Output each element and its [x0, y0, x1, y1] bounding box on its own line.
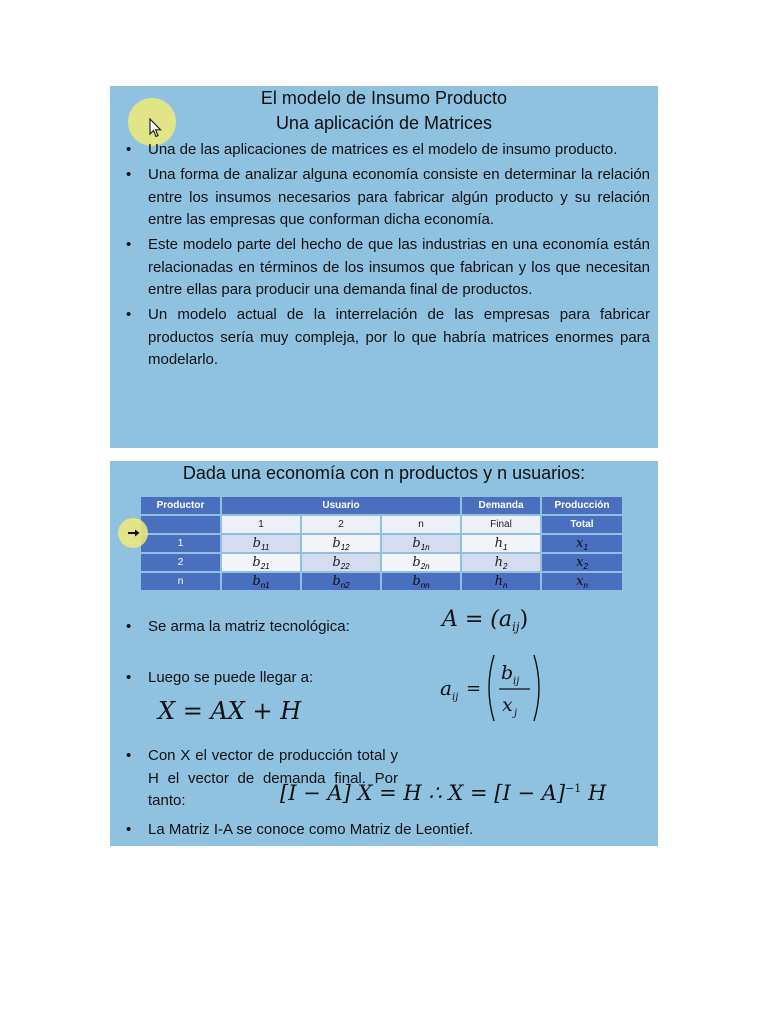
table-cell: $b_{12}$	[302, 535, 380, 552]
header-produccion: Producción	[542, 497, 622, 514]
svg-text:a: a	[440, 676, 452, 700]
header-demanda: Demanda	[462, 497, 540, 514]
input-output-table	[139, 495, 624, 592]
table-cell: $b_{2n}$	[382, 554, 460, 571]
pointer-arrow-icon	[128, 529, 140, 537]
formula-aij-fraction	[438, 651, 548, 725]
table-cell: $b_{n1}$	[222, 573, 300, 590]
table-cell: $x_1$	[542, 535, 622, 552]
subheader-1: 1	[222, 516, 300, 533]
table-cell: $b_{22}$	[302, 554, 380, 571]
svg-text:ij: ij	[452, 692, 459, 703]
table-cell: $b_{1n}$	[382, 535, 460, 552]
bullet-item: • Un modelo actual de la interrelación de las empresas para fabricar productos sería muy compleja, por lo que habría matrices enormes para modelarlo.	[110, 304, 658, 372]
table-cell: $b_{11}$	[222, 535, 300, 552]
table-cell: $h_n$	[462, 573, 540, 590]
table-cell: $b_{n2}$	[302, 573, 380, 590]
subheader-2: 2	[302, 516, 380, 533]
slide-title: Dada una economía con n productos y n usuarios:	[182, 463, 586, 483]
subheader-total: Total	[542, 516, 622, 533]
row-label: 1	[141, 535, 220, 552]
bullet-list	[110, 667, 658, 690]
table-cell: $x_2$	[542, 554, 622, 571]
bullet-item: • Este modelo parte del hecho de que las industrias en una economía están relacionadas en términos de los insumos que fabrican y los que necesitan entre ellas para producir una demanda final de productos.	[110, 234, 658, 302]
bullet-item: • Con X el vector de producción total y H el vector de demanda final. Por tanto:	[110, 745, 658, 813]
row-label: n	[141, 573, 220, 590]
slide-title	[110, 86, 658, 136]
header-productor: Productor	[141, 497, 220, 514]
slide-economia-matrices	[110, 461, 658, 846]
subheader-n: n	[382, 516, 460, 533]
bullet-list	[110, 819, 658, 842]
table-cell: $b_{21}$	[222, 554, 300, 571]
subheader-empty	[141, 516, 220, 533]
svg-text:ij: ij	[513, 676, 520, 687]
subheader-final: Final	[462, 516, 540, 533]
svg-text:b: b	[501, 662, 514, 684]
bullet-list	[110, 139, 658, 372]
bullet-item: • Luego se puede llegar a:	[110, 667, 658, 690]
slide-insumo-producto	[110, 86, 658, 448]
table-cell: $b_{nn}$	[382, 573, 460, 590]
bullet-item: • Una forma de analizar alguna economía consiste en determinar la relación entre los insumos necesarios para fabricar algún producto y su relación entre las empresas que conforman dicha economía.	[110, 164, 658, 232]
bullet-item: • Se arma la matriz tecnológica:	[110, 616, 658, 639]
table-cell: $h_1$	[462, 535, 540, 552]
row-label: 2	[141, 554, 220, 571]
bullet-list	[110, 616, 658, 639]
header-usuario: Usuario	[222, 497, 460, 514]
svg-text:j: j	[514, 708, 518, 719]
title-line-2: Una aplicación de Matrices	[275, 113, 493, 133]
title-line-1: El modelo de Insumo Producto	[260, 88, 508, 108]
formula-leontief: [I − A] X = H ∴ $X = [I - A]^{-1}$ H	[280, 781, 607, 805]
svg-text:=: =	[466, 678, 482, 699]
bullet-item: • Una de las aplicaciones de matrices es el modelo de insumo producto.	[110, 139, 658, 162]
table-cell: $h_2$	[462, 554, 540, 571]
formula-x-ax-h: X = AX + H	[158, 697, 302, 725]
table-cell: $x_n$	[542, 573, 622, 590]
formula-matriz-tecnologica: $A = (a_{ij})$	[442, 607, 529, 634]
svg-text:x: x	[502, 694, 513, 716]
bullet-item: • La Matriz I-A se conoce como Matriz de Leontief.	[110, 819, 658, 842]
